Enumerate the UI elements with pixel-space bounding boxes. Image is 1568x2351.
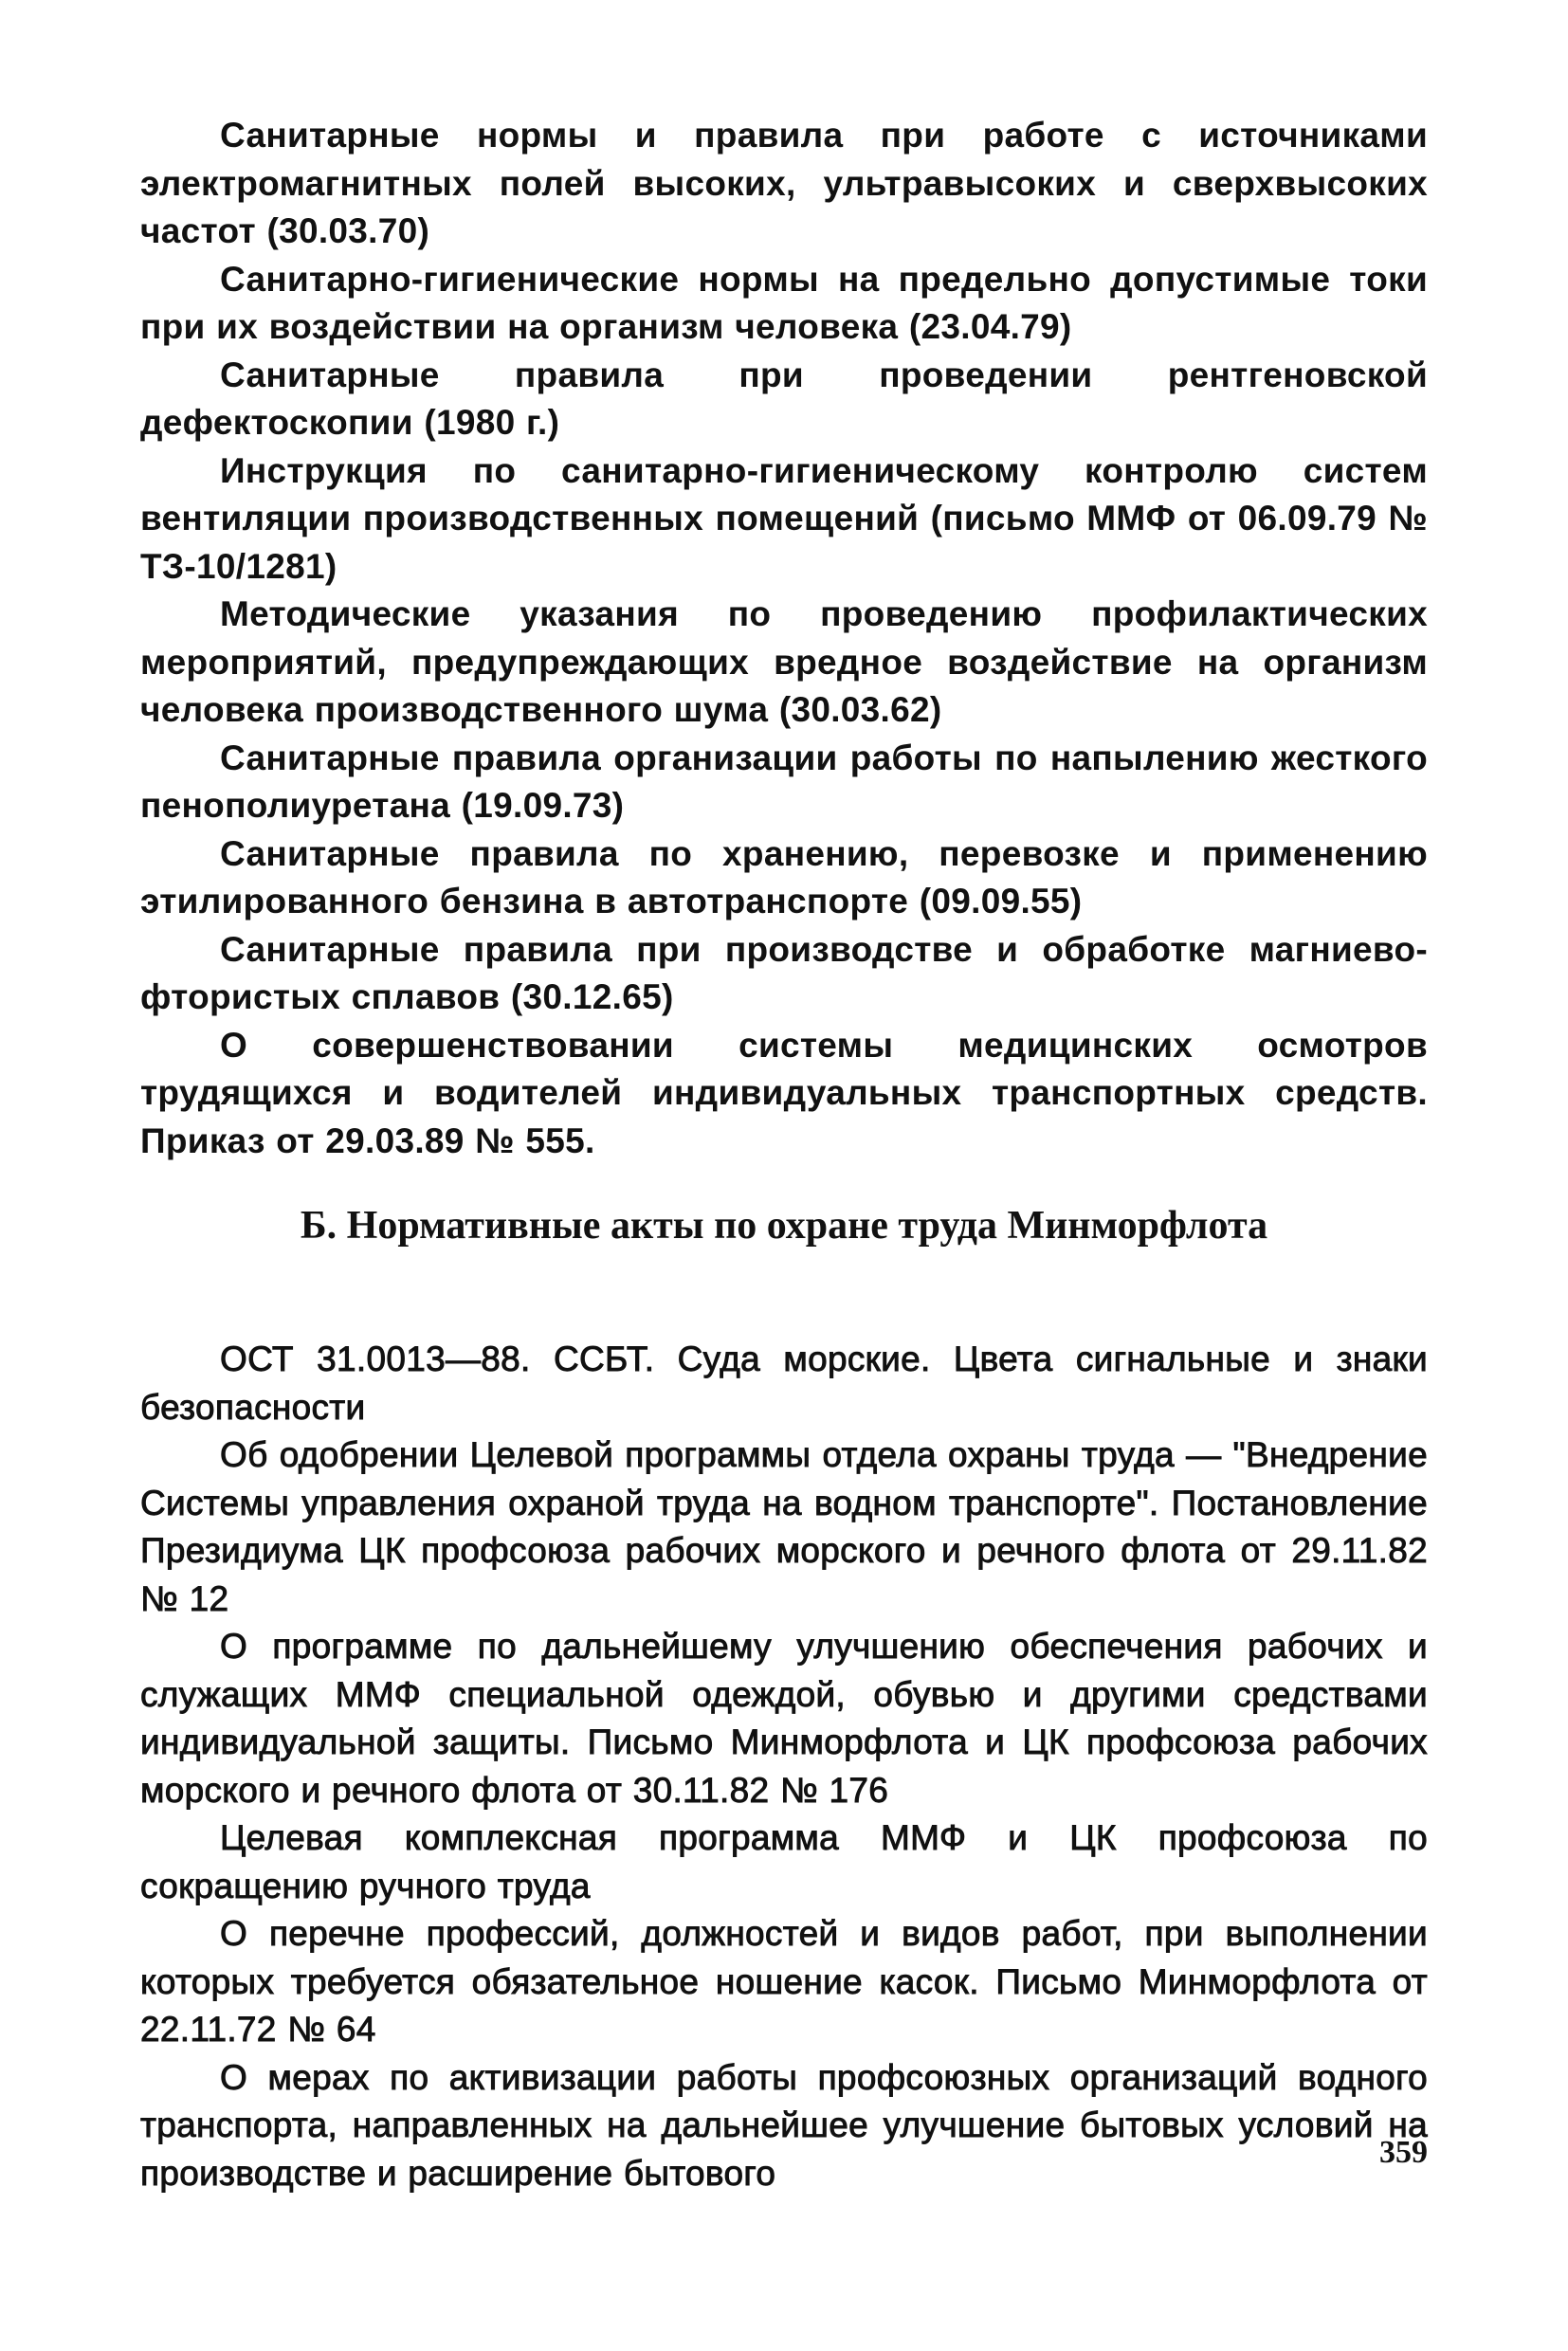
list-item: О совершенствовании системы медицинских осмотров трудящихся и водителей индивидуальных транспортных средств. Приказ от 29.03.89 № 555. xyxy=(140,1025,1428,1160)
list-item: Санитарные нормы и правила при работе с источниками электромагнитных полей высоких, ультравысоких и сверхвысоких частот (30.03.70) xyxy=(140,116,1428,250)
list-item: Инструкция по санитарно-гигиеническому контролю систем вентиляции производственных помещений (письмо ММФ от 06.09.79 № ТЗ-10/1281) xyxy=(140,450,1428,586)
page-number: 359 xyxy=(1379,2135,1428,2170)
list-item: Санитарные правила при проведении рентгеновской дефектоскопии (1980 г.) xyxy=(140,355,1428,442)
section-b-heading: Б. Нормативные акты по охране труда Минморфлота xyxy=(300,1204,1268,1248)
list-item: Об одобрении Целевой программы отдела охраны труда — "Внедрение Системы управления охраной труда на водном транспорте". Постановление Президиума ЦК профсоюза рабочих морского и речного флота от 29.11.82 № 12 xyxy=(140,1435,1428,1618)
list-item: О перечне профессий, должностей и видов работ, при выполнении которых требуется обязательное ношение касок. Письмо Минморфлота от 22.11.72 № 64 xyxy=(140,1914,1428,2049)
list-item: О мерах по активизации работы профсоюзных организаций водного транспорта, направленных на дальнейшее улучшение бытовых условий на производстве и расширение бытового xyxy=(140,2057,1428,2193)
document-page xyxy=(140,112,1428,2235)
list-item: Методические указания по проведению профилактических мероприятий, предупреждающих вредное воздействие на организм человека производственного шума (30.03.62) xyxy=(140,594,1428,729)
list-item: Санитарно-гигиенические нормы на предельно допустимые токи при их воздействии на организм человека (23.04.79) xyxy=(140,259,1428,346)
list-item: ОСТ 31.0013—88. ССБТ. Суда морские. Цвета сигнальные и знаки безопасности xyxy=(140,1340,1428,1427)
list-item: Целевая комплексная программа ММФ и ЦК профсоюза по сокращению ручного труда xyxy=(140,1818,1428,1905)
list-item: Санитарные правила при производстве и обработке магниево-фтористых сплавов (30.12.65) xyxy=(140,929,1428,1016)
list-item: О программе по дальнейшему улучшению обеспечения рабочих и служащих ММФ специальной одеждой, обувью и другими средствами индивидуальной защиты. Письмо Минморфлота и ЦК профсоюза рабочих морского и речного флота от 30.11.82 № 176 xyxy=(140,1627,1428,1810)
section-b-list xyxy=(140,1336,1428,2197)
list-item: Санитарные правила по хранению, перевозке и применению этилированного бензина в автотранспорте (09.09.55) xyxy=(140,833,1428,920)
list-item: Санитарные правила организации работы по напылению жесткого пенополиуретана (19.09.73) xyxy=(140,738,1428,825)
section-a-list xyxy=(140,112,1428,1165)
